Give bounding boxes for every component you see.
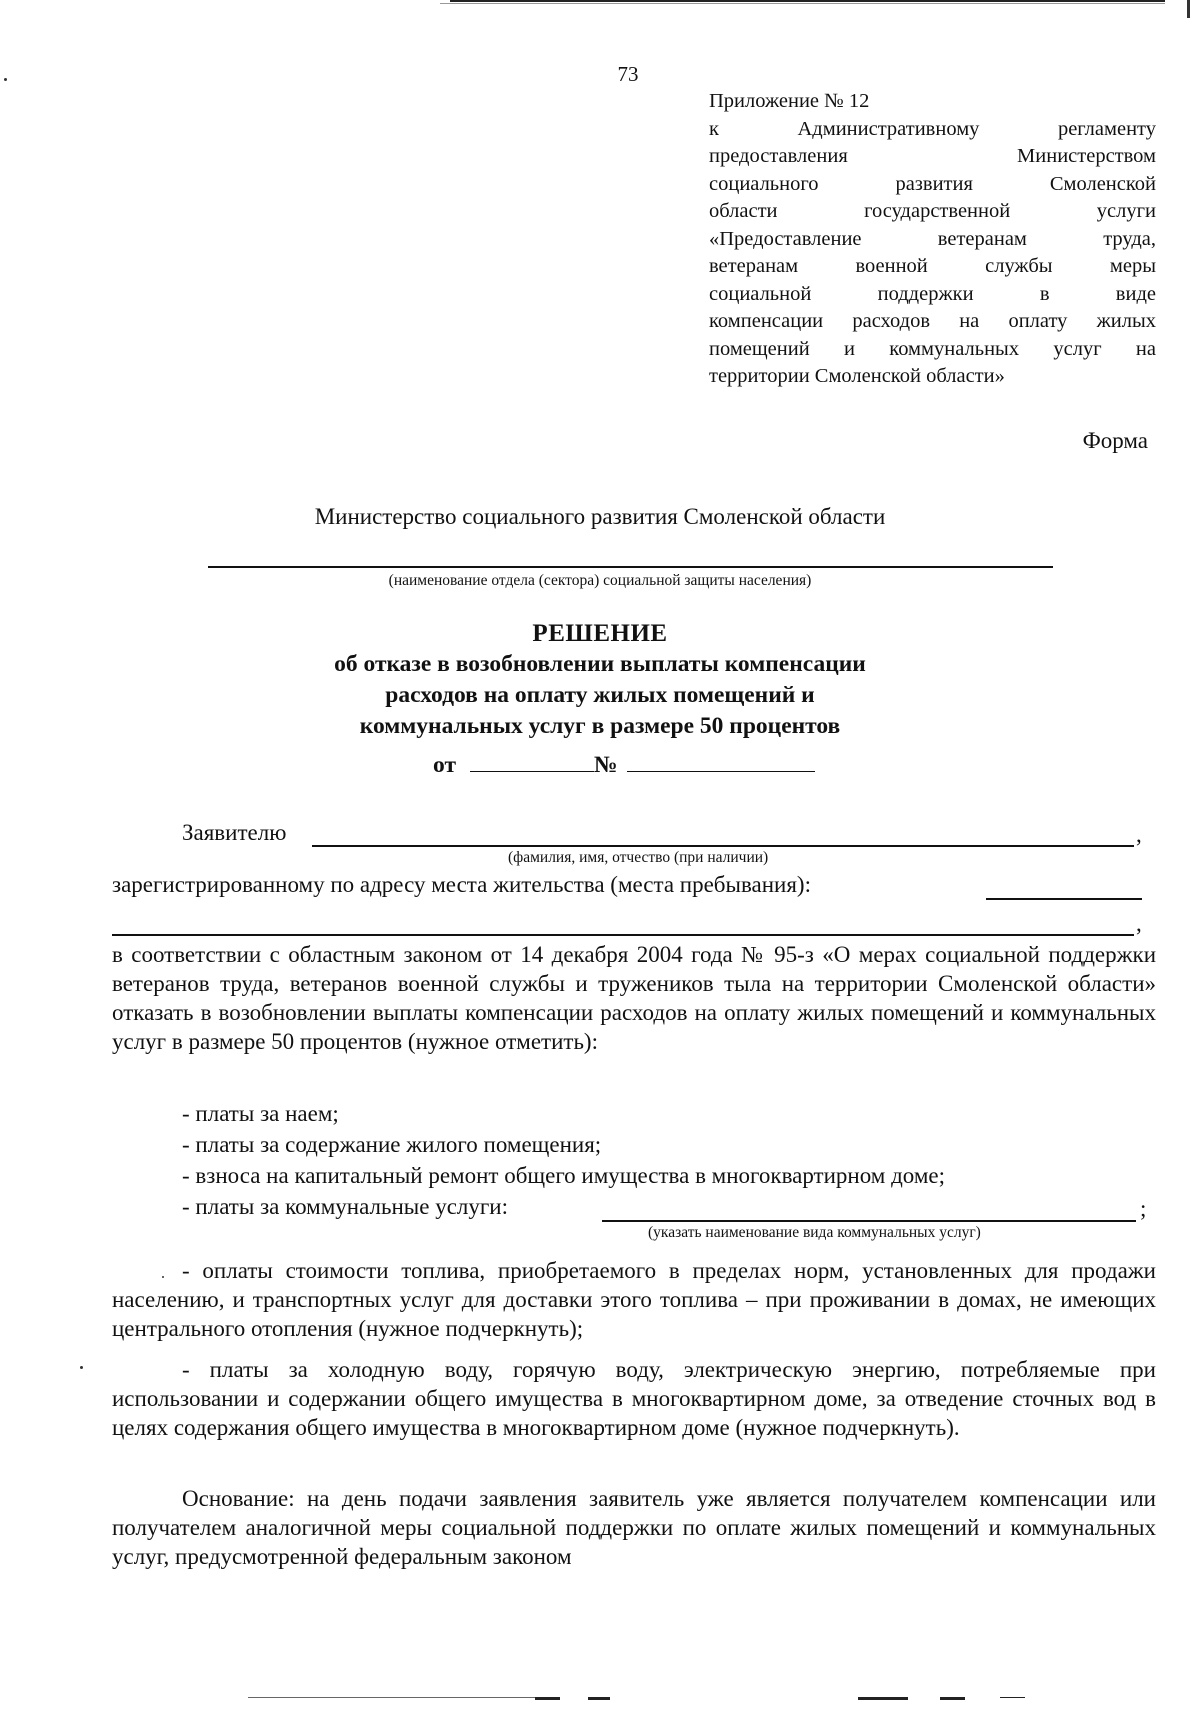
appendix-line: ветеранам военной службы меры	[709, 255, 1156, 277]
number-field-line	[627, 753, 815, 772]
appendix-line: предоставления Министерством	[709, 145, 1156, 167]
number-sign: №	[593, 752, 618, 778]
scan-mark	[858, 1697, 908, 1700]
decision-title	[0, 618, 1200, 742]
applicant-name-line	[312, 845, 1134, 847]
applicant-name-caption: (фамилия, имя, отчество (при наличии)	[508, 849, 769, 866]
ministry-name: Министерство социального развития Смоленской области	[314, 504, 886, 529]
scan-mark	[535, 1697, 560, 1700]
address-line-1	[986, 898, 1142, 900]
page-number: 73	[617, 62, 639, 86]
appendix-block	[709, 88, 1156, 391]
appendix-line: территории Смоленской области»	[709, 365, 1005, 387]
department-caption: (наименование отдела (сектора) социальной защиты населения)	[388, 572, 812, 589]
appendix-line: к Административному регламенту	[709, 117, 1156, 140]
main-paragraph: в соответствии с областным законом от 14 декабря 2004 года № 95-з «О мерах социальной поддержки ветеранов труда, ветеранов военной службы и тружеников тыла на территории Смоленской области» отказать в возобновлении выплаты компенсации расходов на оплату жилых помещений и коммунальных услуг в размере 50 процентов (нужное отметить):	[112, 942, 1156, 1054]
appendix-line: социального развития Смоленской	[709, 172, 1156, 195]
list-item: - платы за коммунальные услуги:	[182, 1194, 509, 1219]
appendix-line: социальной поддержки в виде	[709, 282, 1156, 305]
scan-mark	[1000, 1697, 1025, 1698]
list-item: - взноса на капитальный ремонт общего имущества в многоквартирном доме;	[182, 1163, 945, 1188]
appendix-line: области государственной услуги	[709, 200, 1156, 222]
scan-edge-right	[1187, 0, 1190, 18]
date-prefix: от	[433, 752, 456, 778]
scan-mark	[940, 1697, 965, 1700]
address-line-2	[112, 934, 1134, 936]
scan-edge-top-faint	[440, 3, 1165, 4]
utilities-field-line	[602, 1220, 1136, 1222]
appendix-line: компенсации расходов на оплату жилых	[709, 310, 1156, 332]
appendix-title: Приложение № 12	[709, 90, 870, 112]
decision-heading: РЕШЕНИЕ	[532, 620, 668, 647]
address-comma: ,	[1136, 911, 1142, 936]
decision-date-number-row	[433, 752, 815, 779]
department-field-line	[208, 566, 1053, 568]
list-item: - платы за содержание жилого помещения;	[182, 1132, 602, 1157]
water-paragraph: - платы за холодную воду, горячую воду, электрическую энергию, потребляемые при использовании и содержании общего имущества в многоквартирном доме, за отведение сточных вод в целях содержания общего имущества в многоквартирном доме (нужное подчеркнуть).	[112, 1357, 1156, 1440]
appendix-line: помещений и коммунальных услуг на	[709, 337, 1156, 360]
utilities-caption: (указать наименование вида коммунальных услуг)	[648, 1224, 981, 1241]
applicant-comma: ,	[1136, 822, 1142, 847]
scan-mark	[588, 1697, 610, 1700]
appendix-line: «Предоставление ветеранам труда,	[709, 227, 1156, 250]
scan-dot	[4, 78, 7, 81]
fuel-paragraph: - оплаты стоимости топлива, приобретаемого в пределах норм, установленных для продажи населению, и транспортных услуг для доставки этого топлива – при проживании в домах, не имеющих центрального отопления (нужное подчеркнуть);	[112, 1258, 1156, 1341]
decision-subtitle-line: об отказе в возобновлении выплаты компенсации	[334, 651, 866, 677]
decision-subtitle-line: коммунальных услуг в размере 50 процентов	[359, 713, 841, 739]
scan-edge-top	[450, 0, 1165, 2]
list-item: - платы за наем;	[182, 1101, 339, 1126]
address-label: зарегистрированному по адресу места жительства (места пребывания):	[112, 872, 811, 897]
decision-subtitle-line: расходов на оплату жилых помещений и	[385, 682, 815, 708]
date-field-line	[470, 753, 594, 772]
scan-edge-bottom	[248, 1697, 538, 1698]
utilities-end: ;	[1140, 1196, 1147, 1221]
applicant-label: Заявителю	[182, 820, 287, 845]
scan-dot	[80, 1366, 83, 1369]
basis-paragraph: Основание: на день подачи заявления заявитель уже является получателем компенсации или получателем аналогичной меры социальной поддержки по оплате жилых помещений и коммунальных услуг, предусмотренной федеральным законом	[112, 1486, 1156, 1569]
form-label: Форма	[1082, 428, 1148, 453]
